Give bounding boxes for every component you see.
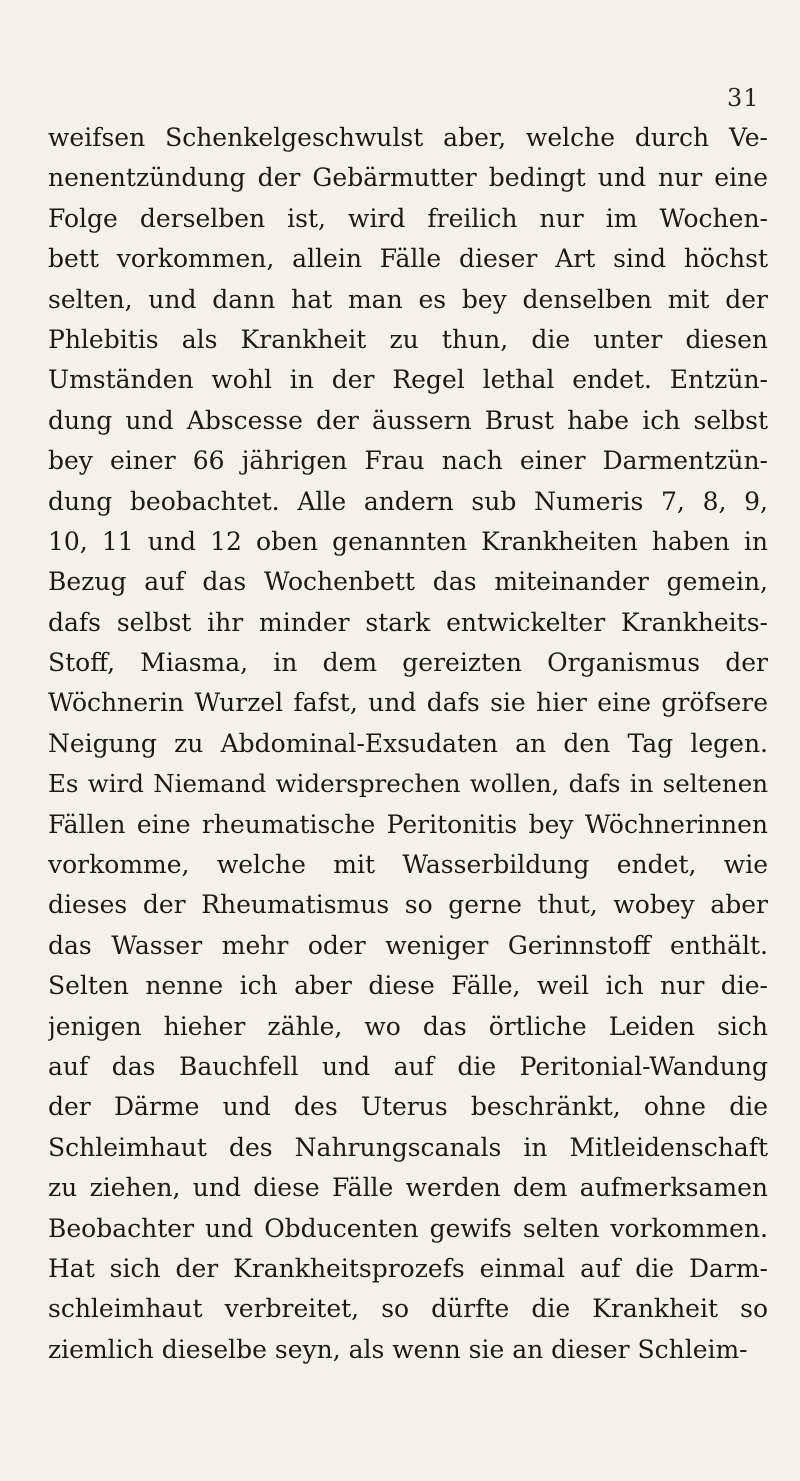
text-line: Neigung zu Abdominal-Exsudaten an den Tag legen. bbox=[48, 728, 768, 758]
text-line: Selten nenne ich aber diese Fälle, weil ich nur die- bbox=[48, 971, 768, 1001]
text-line: jenigen hieher zähle, wo das örtliche Leiden sich bbox=[48, 1011, 768, 1041]
text-line: bey einer 66 jährigen Frau nach einer Darmentzün- bbox=[48, 446, 768, 476]
text-line: Stoff, Miasma, in dem gereizten Organismus der bbox=[48, 648, 768, 678]
text-line: schleimhaut verbreitet, so dürfte die Krankheit so bbox=[48, 1294, 768, 1324]
text-line: Umständen wohl in der Regel lethal endet. Entzün- bbox=[48, 365, 768, 395]
text-line: nenentzündung der Gebärmutter bedingt und nur eine bbox=[48, 163, 768, 193]
text-line: auf das Bauchfell und auf die Peritonial-Wandung bbox=[48, 1051, 768, 1081]
text-line: Wöchnerin Wurzel fafst, und dafs sie hier eine gröfsere bbox=[48, 688, 768, 718]
text-line: Schleimhaut des Nahrungscanals in Mitleidenschaft bbox=[48, 1132, 768, 1162]
text-line: Beobachter und Obducenten gewifs selten vorkommen. bbox=[48, 1213, 768, 1243]
page-number: 31 bbox=[727, 84, 760, 112]
text-line: dung und Abscesse der äussern Brust habe ich selbst bbox=[48, 405, 768, 435]
text-line: bett vorkommen, allein Fälle dieser Art sind höchst bbox=[48, 244, 768, 274]
text-line: dafs selbst ihr minder stark entwickelter Krankheits- bbox=[48, 607, 768, 637]
text-line: 10, 11 und 12 oben genannten Krankheiten haben in bbox=[48, 526, 768, 556]
text-line: zu ziehen, und diese Fälle werden dem aufmerksamen bbox=[48, 1173, 768, 1203]
text-line: Fällen eine rheumatische Peritonitis bey Wöchnerinnen bbox=[48, 809, 768, 839]
text-line: dung beobachtet. Alle andern sub Numeris 7, 8, 9, bbox=[48, 486, 768, 516]
text-line: Bezug auf das Wochenbett das miteinander gemein, bbox=[48, 567, 768, 597]
text-line: selten, und dann hat man es bey denselben mit der bbox=[48, 284, 768, 314]
text-line: Phlebitis als Krankheit zu thun, die unter diesen bbox=[48, 324, 768, 354]
text-line: das Wasser mehr oder weniger Gerinnstoff enthält. bbox=[48, 930, 768, 960]
text-line: dieses der Rheumatismus so gerne thut, wobey aber bbox=[48, 890, 768, 920]
text-line: weifsen Schenkelgeschwulst aber, welche durch Ve- bbox=[48, 123, 768, 152]
text-line: ziemlich dieselbe seyn, als wenn sie an dieser Schleim- bbox=[48, 1334, 748, 1364]
text-line: Hat sich der Krankheitsprozefs einmal auf die Darm- bbox=[48, 1253, 768, 1283]
text-line: Folge derselben ist, wird freilich nur im Wochen- bbox=[48, 203, 768, 233]
text-line: Es wird Niemand widersprechen wollen, dafs in seltenen bbox=[48, 769, 768, 799]
text-line: vorkomme, welche mit Wasserbildung endet, wie bbox=[48, 850, 768, 880]
text-line: der Därme und des Uterus beschränkt, ohne die bbox=[48, 1092, 768, 1122]
body-text bbox=[48, 118, 768, 1370]
